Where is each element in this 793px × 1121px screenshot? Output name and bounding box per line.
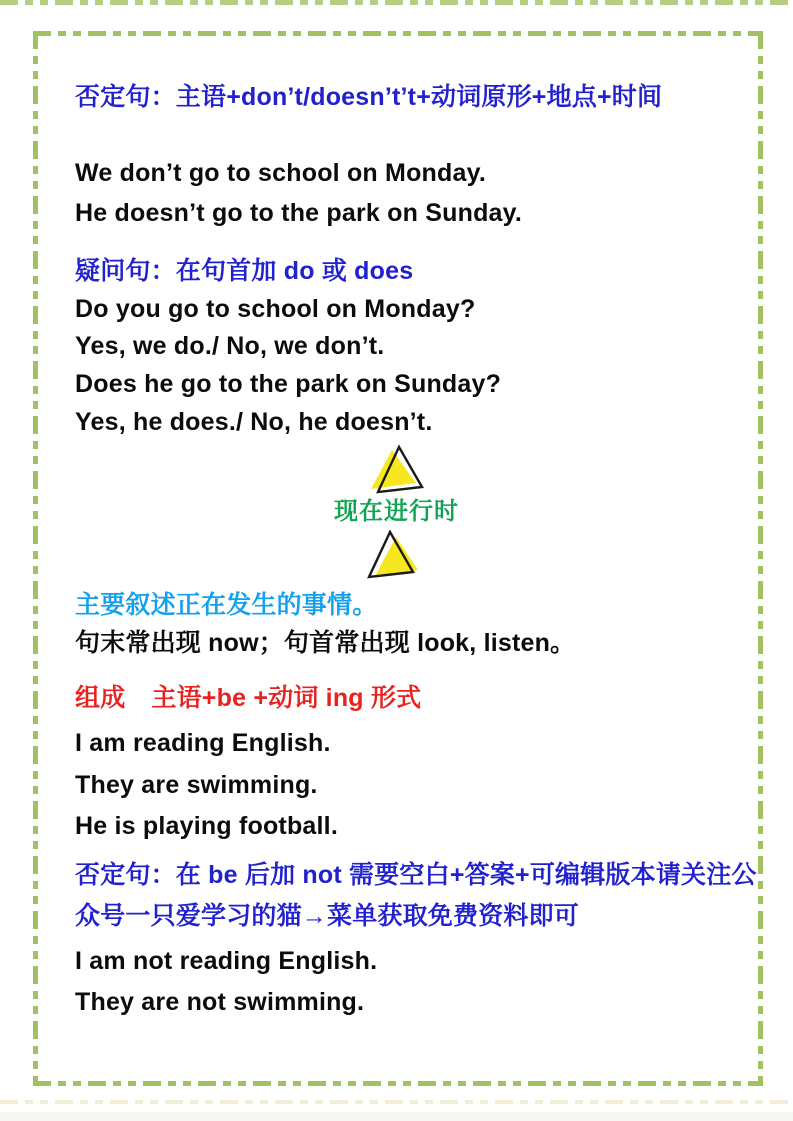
structure-line [75, 683, 421, 713]
usage-detail: 句末常出现 now；句首常出现 look, listen。 [75, 629, 576, 657]
pc-negative-heading-line-1: 否定句：在 be 后加 not 需要空白+答案+可编辑版本请关注公 [75, 861, 757, 889]
frame-border-right [758, 31, 763, 1086]
page-bottom-band [0, 1112, 793, 1121]
present-continuous-title: 现在进行时 [334, 498, 459, 525]
structure-formula: 主语+be +动词 ing 形式 [151, 684, 422, 712]
frame-border-top [33, 31, 763, 36]
negative-heading: 否定句：主语+don’t/doesn’t’t+动词原形+地点+时间 [75, 83, 663, 111]
pc-negative-example-2: They are not swimming. [75, 988, 365, 1016]
pc-negative-example-1: I am not reading English. [75, 947, 378, 975]
usage-note: 主要叙述正在发生的事情。 [75, 591, 378, 619]
triangle-highlight-icon [366, 443, 428, 497]
question-example-2: Yes, we do./ No, we don’t. [75, 332, 385, 360]
triangle-highlight-icon [360, 528, 422, 582]
pc-negative-heading-line-2: 众号一只爱学习的猫→菜单获取免费资料即可 [75, 902, 580, 930]
question-example-3: Does he go to the park on Sunday? [75, 370, 502, 398]
page-top-partial-border [0, 0, 793, 5]
negative-example-1: We don’t go to school on Monday. [75, 159, 486, 187]
structure-label: 组成 [75, 684, 126, 712]
question-example-1: Do you go to school on Monday? [75, 295, 476, 323]
pc-example-1: I am reading English. [75, 729, 331, 757]
negative-example-2: He doesn’t go to the park on Sunday. [75, 199, 523, 227]
page-bottom-faint-border [0, 1100, 793, 1104]
question-heading: 疑问句：在句首加 do 或 does [75, 257, 414, 285]
frame-border-bottom [33, 1081, 763, 1086]
frame-border-left [33, 31, 38, 1086]
pc-example-2: They are swimming. [75, 771, 318, 799]
pc-example-3: He is playing football. [75, 812, 338, 840]
question-example-4: Yes, he does./ No, he doesn’t. [75, 408, 433, 436]
